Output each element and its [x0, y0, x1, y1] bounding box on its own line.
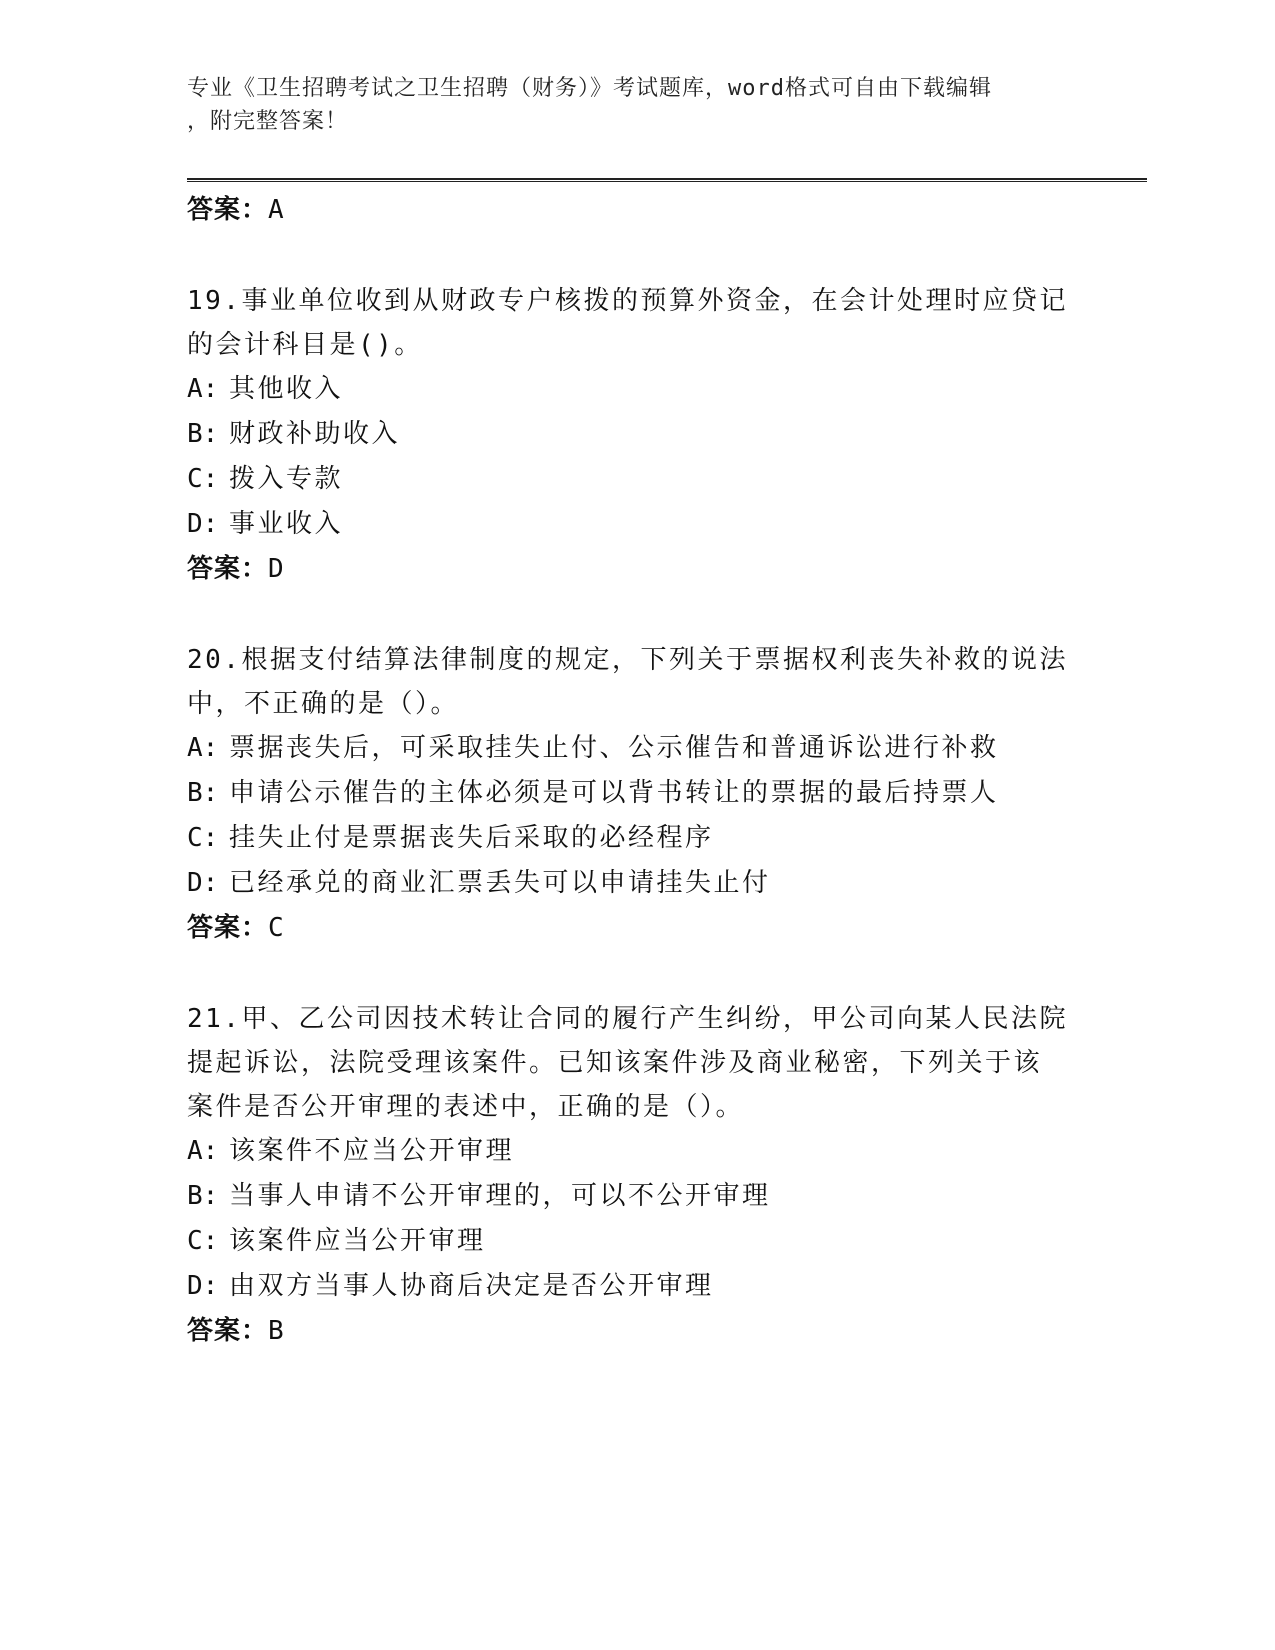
option-text: 已经承兑的商业汇票丢失可以申请挂失止付 — [229, 868, 771, 898]
question-item — [187, 279, 1087, 591]
option-a — [187, 1129, 1087, 1174]
answer-label: 答案： — [187, 195, 269, 225]
question-stem — [187, 638, 1087, 726]
stem-line: 中，不正确的是（）。 — [187, 689, 460, 719]
question-item — [187, 638, 1087, 950]
answer-value: D — [268, 554, 284, 584]
stem-line: 19.事业单位收到从财政专户核拨的预算外资金，在会计处理时应贷记 — [187, 286, 1068, 316]
option-c — [187, 457, 1087, 502]
answer-label: 答案： — [187, 1316, 269, 1346]
option-text: 事业收入 — [229, 509, 344, 539]
stem-line: 21.甲、乙公司因技术转让合同的履行产生纠纷，甲公司向某人民法院 — [187, 1004, 1068, 1034]
option-d — [187, 861, 1087, 906]
option-b — [187, 1174, 1087, 1219]
option-letter: B: — [187, 419, 219, 449]
option-letter: C: — [187, 823, 219, 853]
option-letter: D: — [187, 509, 219, 539]
option-text: 该案件不应当公开审理 — [229, 1136, 515, 1166]
option-letter: A: — [187, 1136, 219, 1166]
option-d — [187, 1264, 1087, 1309]
question-answer — [187, 906, 1087, 950]
option-text: 拨入专款 — [229, 464, 344, 494]
option-letter: B: — [187, 1181, 219, 1211]
option-letter: D: — [187, 868, 219, 898]
option-c — [187, 1219, 1087, 1264]
option-text: 由双方当事人协商后决定是否公开审理 — [229, 1271, 714, 1301]
option-text: 其他收入 — [229, 374, 344, 404]
option-letter: D: — [187, 1271, 219, 1301]
option-letter: A: — [187, 733, 219, 763]
option-text: 挂失止付是票据丧失后采取的必经程序 — [229, 823, 714, 853]
document-header — [187, 72, 1067, 138]
question-list — [187, 188, 1087, 1400]
answer-label: 答案： — [187, 913, 269, 943]
option-text: 票据丧失后，可采取挂失止付、公示催告和普通诉讼进行补救 — [229, 733, 999, 763]
option-d — [187, 502, 1087, 547]
option-a — [187, 367, 1087, 412]
option-text: 当事人申请不公开审理的，可以不公开审理 — [229, 1181, 771, 1211]
option-letter: C: — [187, 464, 219, 494]
header-divider — [187, 178, 1147, 182]
header-line: 专业《卫生招聘考试之卫生招聘（财务）》考试题库，word格式可自由下载编辑 — [187, 76, 992, 101]
option-b — [187, 771, 1087, 816]
answer-value: A — [268, 195, 284, 225]
answer-value: B — [268, 1316, 284, 1346]
option-b — [187, 412, 1087, 457]
question-answer — [187, 547, 1087, 591]
option-text: 该案件应当公开审理 — [229, 1226, 486, 1256]
stem-line: 20.根据支付结算法律制度的规定，下列关于票据权利丧失补救的说法 — [187, 645, 1068, 675]
option-a — [187, 726, 1087, 771]
option-text: 申请公示催告的主体必须是可以背书转让的票据的最后持票人 — [229, 778, 999, 808]
question-answer — [187, 1309, 1087, 1353]
question-stem — [187, 997, 1087, 1129]
stem-line: 案件是否公开审理的表述中，正确的是（）。 — [187, 1092, 745, 1122]
question-item — [187, 997, 1087, 1353]
question-stem — [187, 279, 1087, 367]
option-letter: C: — [187, 1226, 219, 1256]
option-c — [187, 816, 1087, 861]
option-text: 财政补助收入 — [229, 419, 401, 449]
previous-answer — [187, 188, 1087, 232]
option-letter: B: — [187, 778, 219, 808]
header-line: ，附完整答案！ — [187, 109, 349, 134]
stem-line: 提起诉讼，法院受理该案件。已知该案件涉及商业秘密，下列关于该 — [187, 1048, 1043, 1078]
option-letter: A: — [187, 374, 219, 404]
answer-label: 答案： — [187, 554, 269, 584]
answer-value: C — [268, 913, 284, 943]
stem-line: 的会计科目是()。 — [187, 330, 423, 360]
